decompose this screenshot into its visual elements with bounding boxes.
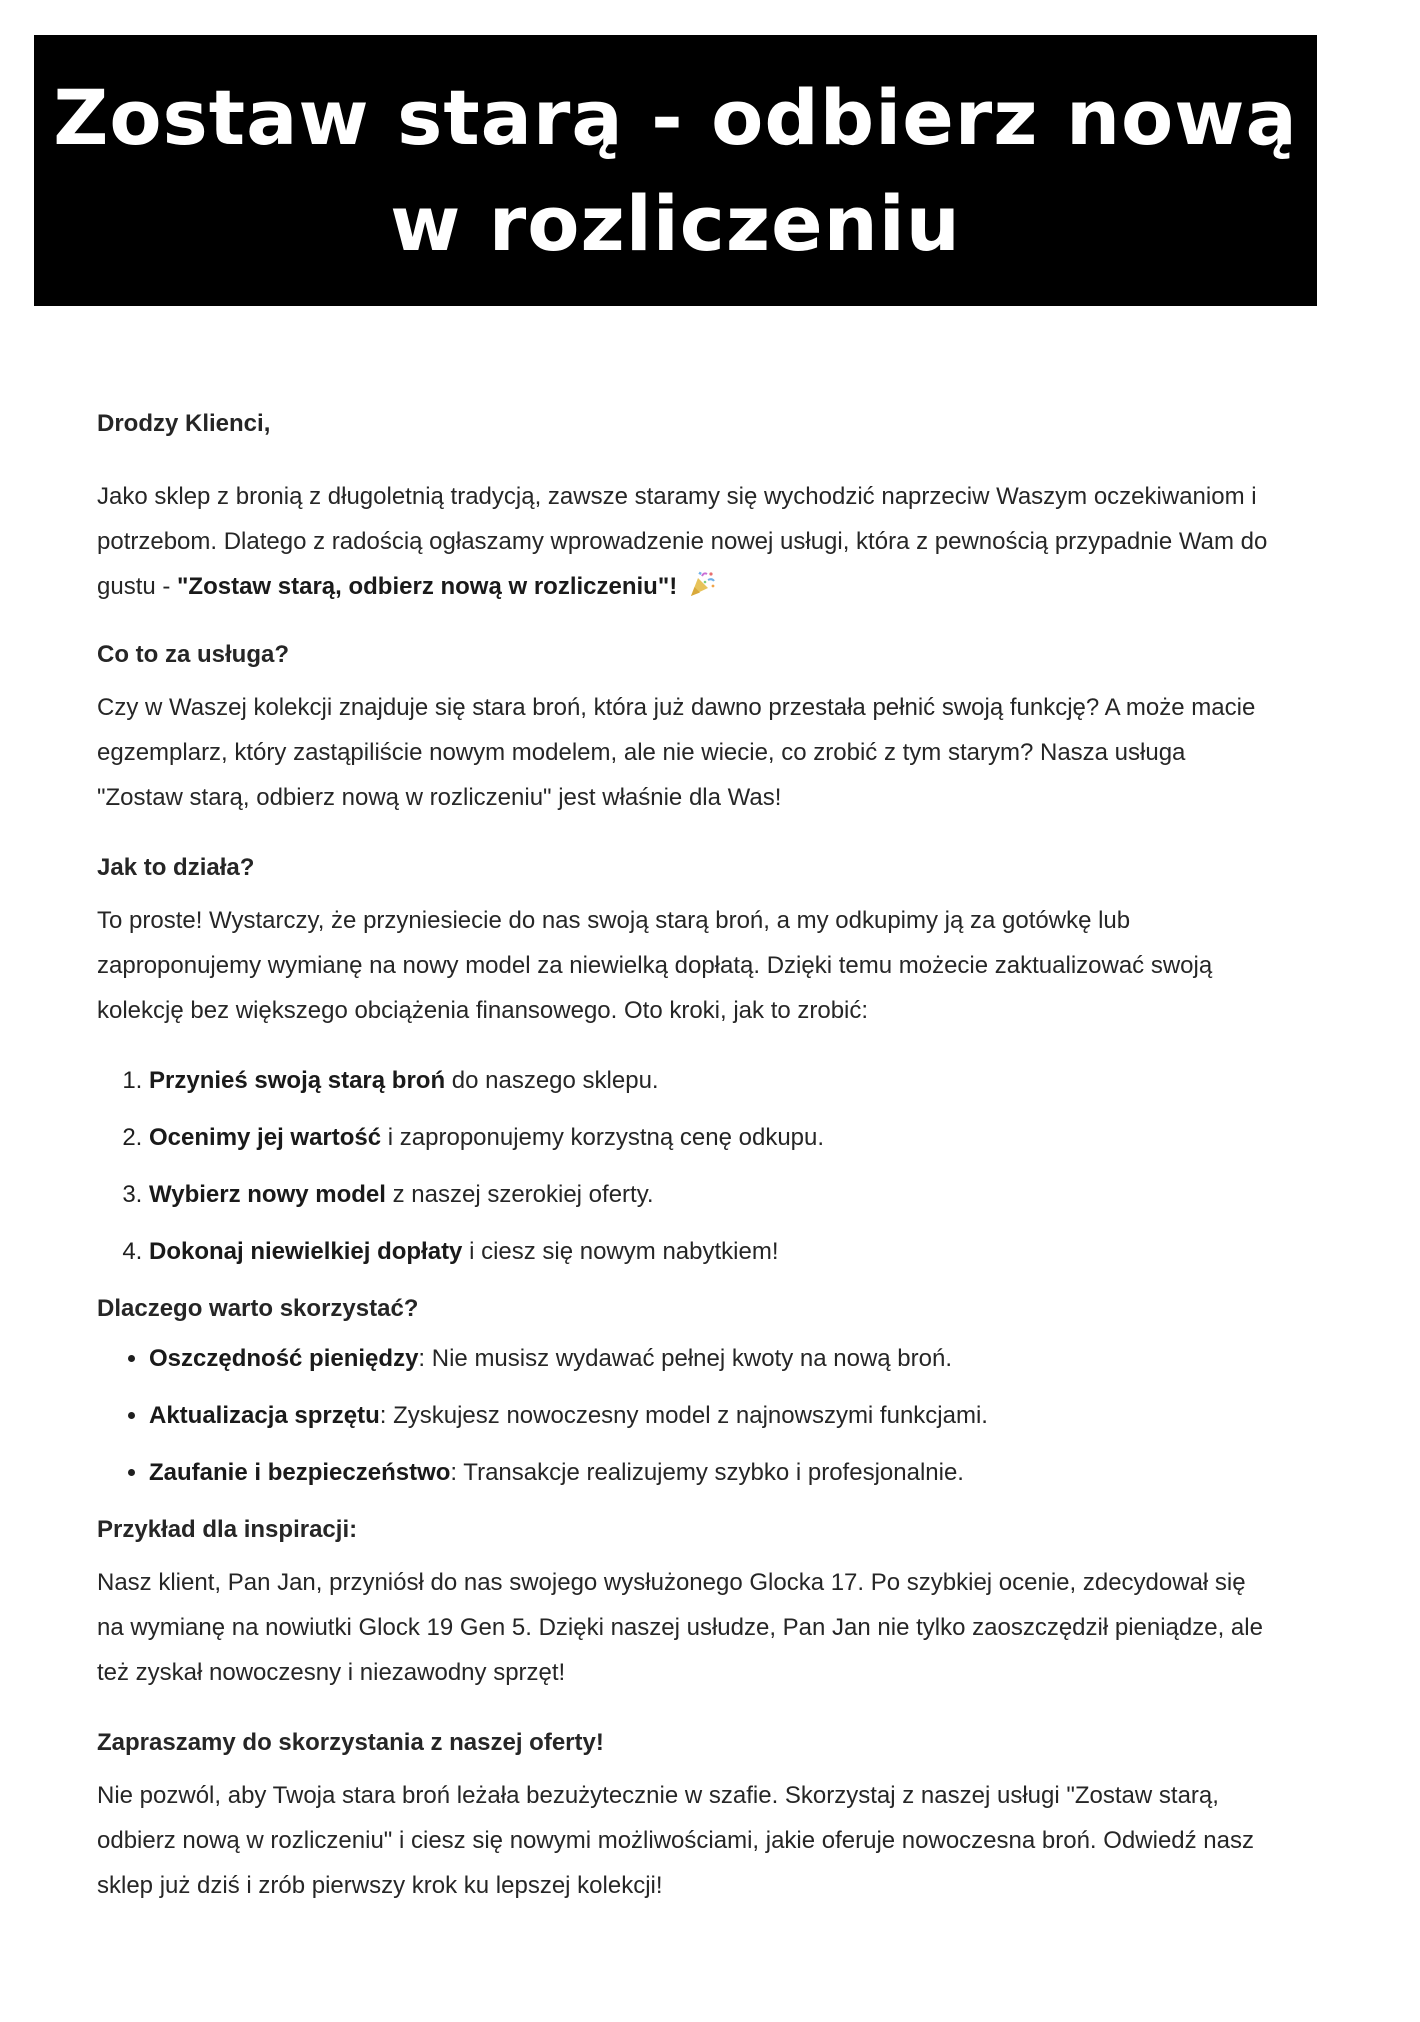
section-heading-how: Jak to działa? [97,854,255,881]
benefit-text: : Nie musisz wydawać pełnej kwoty na nową broń. [418,1345,952,1372]
intro-paragraph [97,474,1277,609]
header-banner [34,35,1317,306]
list-item [149,1118,1277,1158]
section-text-what: Czy w Waszej kolekcji znajduje się stara broń, która już dawno przestała pełnić swoją funkcję? A może macie egzemplarz, który zastąpiliście nowym modelem, ale nie wiecie, co zrobić z tym starym? Nasza usługa "Zostaw starą, odbierz nową w rozliczeniu" jest właśnie dla Was! [97,694,1256,811]
section-text-how: To proste! Wystarczy, że przyniesiecie do nas swoją starą broń, a my odkupimy ją za gotówkę lub zaproponujemy wymianę na nowy model za niewielką dopłatą. Dzięki temu możecie zaktualizować swoją kolekcję bez większego obciążenia finansowego. Oto kroki, jak to zrobić: [97,907,1213,1024]
section-heading-what: Co to za usługa? [97,641,289,668]
step-bold: Przynieś swoją starą broń [149,1067,446,1094]
list-item [149,1396,1277,1436]
benefit-text: : Transakcje realizujemy szybko i profesjonalnie. [450,1459,964,1486]
intro-highlight: "Zostaw starą, odbierz nową w rozliczeniu"! [177,573,678,600]
steps-list [97,1061,1277,1272]
benefits-list [97,1339,1277,1493]
section-heading-example: Przykład dla inspiracji: [97,1516,358,1543]
step-text: i zaproponujemy korzystną cenę odkupu. [381,1124,825,1151]
benefit-bold: Oszczędność pieniędzy [149,1345,419,1372]
intro-text: Jako sklep z bronią z długoletnią tradycją, zawsze staramy się wychodzić naprzeciw Waszym oczekiwaniom i potrzebom. Dlatego z radością ogłaszamy wprowadzenie nowej usługi, która z pewnością przypadnie Wam do gustu - [97,483,1268,600]
section-heading-invite: Zapraszamy do skorzystania z naszej oferty! [97,1729,604,1756]
list-item [149,1175,1277,1215]
benefit-bold: Zaufanie i bezpieczeństwo [149,1459,451,1486]
list-item [149,1061,1277,1101]
article-body [97,404,1277,1936]
list-item [149,1453,1277,1493]
benefit-bold: Aktualizacja sprzętu [149,1402,380,1429]
step-text: do naszego sklepu. [445,1067,659,1094]
step-bold: Dokonaj niewielkiej dopłaty [149,1238,463,1265]
section-heading-why: Dlaczego warto skorzystać? [97,1295,419,1322]
section-text-example: Nasz klient, Pan Jan, przyniósł do nas swojego wysłużonego Glocka 17. Po szybkiej ocenie, zdecydował się na wymianę na nowiutki Glock 19 Gen 5. Dzięki naszej usłudze, Pan Jan nie tylko zaoszczędził pieniądze, ale też zyskał nowoczesny i niezawodny sprzęt! [97,1569,1263,1686]
section-text-invite: Nie pozwól, aby Twoja stara broń leżała bezużytecznie w szafie. Skorzystaj z naszej usługi "Zostaw starą, odbierz nową w rozliczeniu" i ciesz się nowymi możliwościami, jakie oferuje nowoczesna broń. Odwiedź nasz sklep już dziś i zrób pierwszy krok ku lepszej kolekcji! [97,1782,1255,1899]
list-item [149,1339,1277,1379]
banner-title [53,65,1298,277]
list-item [149,1232,1277,1272]
banner-title-line1: Zostaw starą - odbierz nową [53,72,1298,162]
step-bold: Ocenimy jej wartość [149,1124,382,1151]
greeting: Drodzy Klienci, [97,410,271,437]
banner-title-line2: w rozliczeniu [390,178,961,268]
step-text: i ciesz się nowym nabytkiem! [462,1238,779,1265]
party-popper-icon [688,570,716,598]
benefit-text: : Zyskujesz nowoczesny model z najnowszymi funkcjami. [379,1402,988,1429]
step-bold: Wybierz nowy model [149,1181,386,1208]
step-text: z naszej szerokiej oferty. [385,1181,654,1208]
